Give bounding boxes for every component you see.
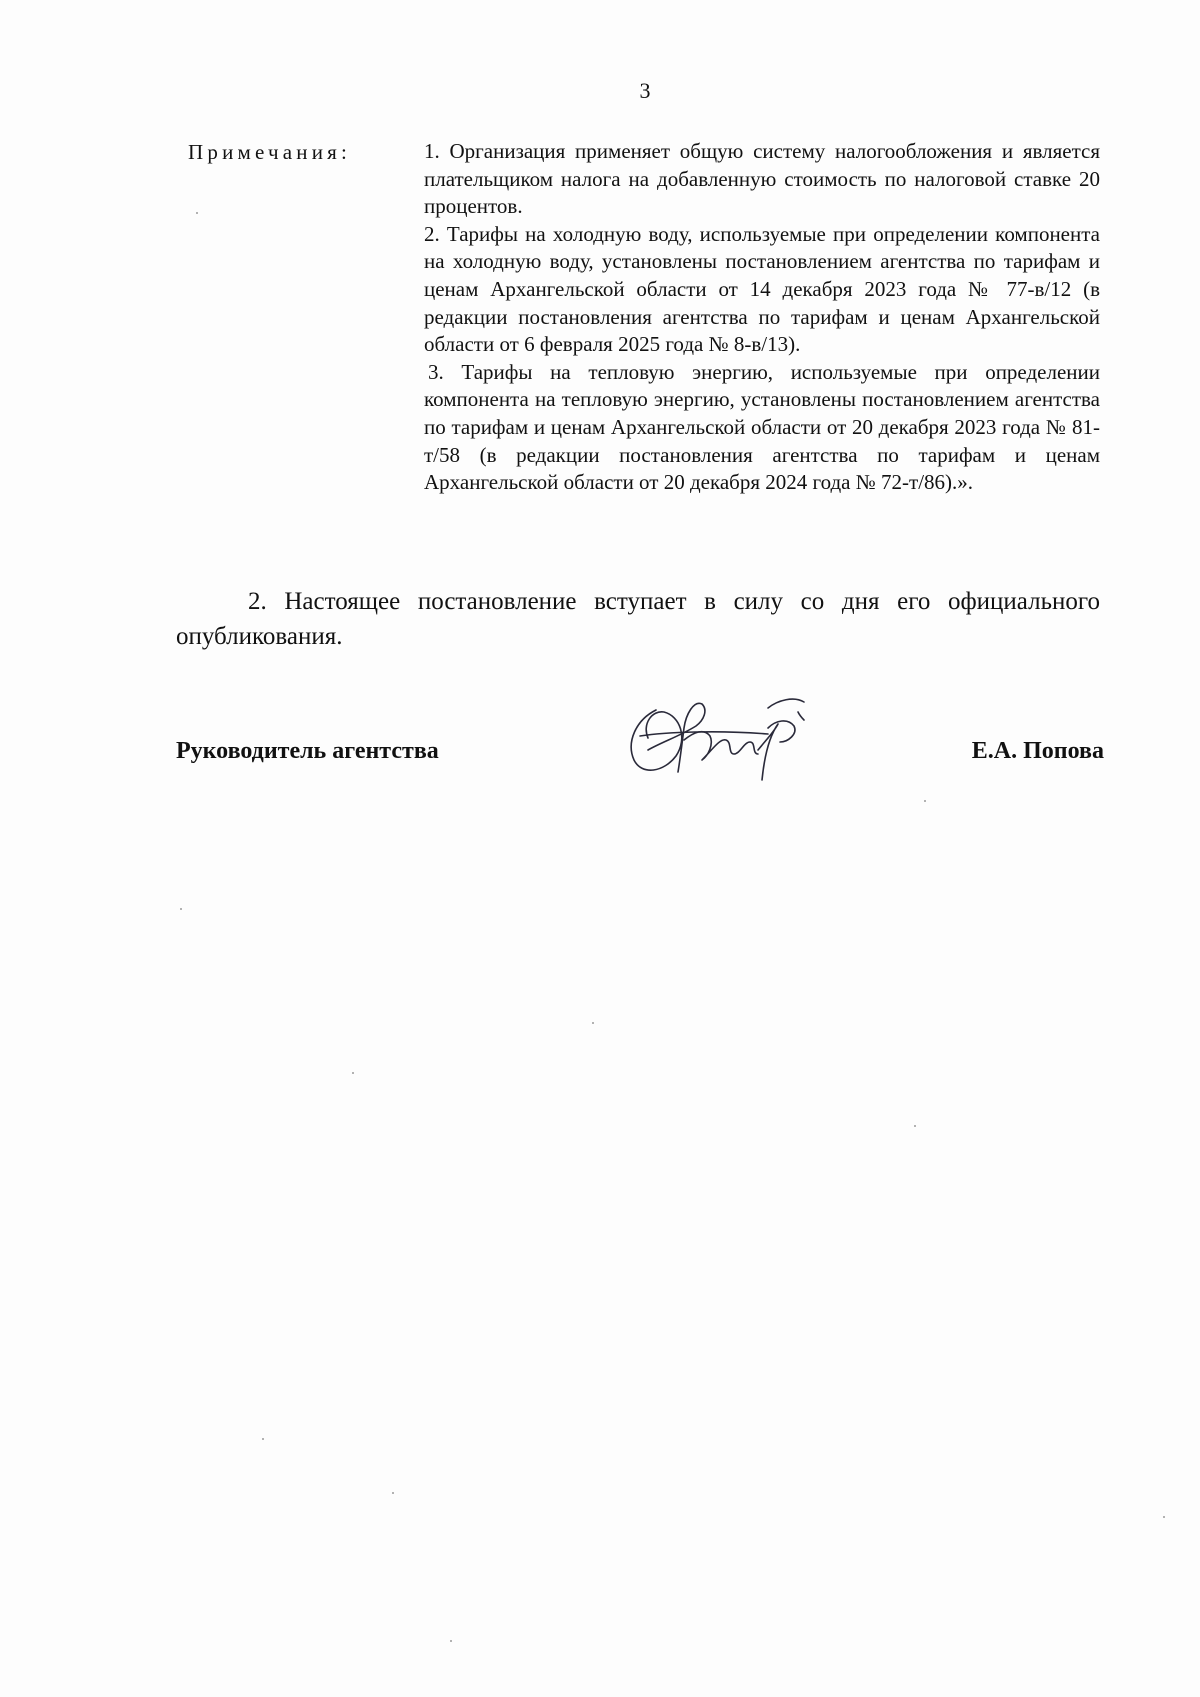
scan-speck: [1163, 1516, 1165, 1518]
notes-label: Примечания:: [188, 140, 352, 164]
scan-speck: [592, 1022, 594, 1024]
notes-list: [424, 138, 1100, 497]
page-number: 3: [639, 78, 651, 103]
scan-speck: [924, 800, 926, 802]
note-item: 3. Тарифы на тепловую энергию, используемые при определении компонента на тепловую энергию, установлены постановлением агентства по тарифам и ценам Архангельской области от 20 декабря 2023 года № 81-т/58 (в редакции постановления агентства по тарифам и ценам Архангельской области от 20 декабря 2024 года № 72-т/86).».: [424, 359, 1100, 495]
handwritten-signature: [618, 680, 858, 790]
scan-speck: [914, 1125, 916, 1127]
notes-section: [188, 138, 1100, 497]
signatory-position: Руководитель агентства: [176, 738, 439, 764]
scan-speck: [352, 1072, 354, 1074]
note-item: 2. Тарифы на холодную воду, используемые при определении компонента на холодную воду, установлены постановлением агентства по тарифам и ценам Архангельской области от 14 декабря 2023 года № 77-в/12 (в редакции постановления агентства по тарифам и ценам Архангельской области от 6 февраля 2025 года № 8-в/13).: [424, 221, 1100, 357]
scan-speck: [392, 1492, 394, 1494]
scan-speck: [262, 1438, 264, 1440]
effective-date-paragraph: 2. Настоящее постановление вступает в силу со дня его официального опубликования.: [176, 588, 1100, 650]
scan-speck: [450, 1640, 452, 1642]
note-item: 1. Организация применяет общую систему налогообложения и является плательщиком налога на добавленную стоимость по налоговой ставке 20 процентов.: [424, 139, 1100, 219]
scan-speck: [196, 212, 198, 214]
scan-speck: [180, 908, 182, 910]
signatory-name: Е.А. Попова: [971, 738, 1104, 764]
